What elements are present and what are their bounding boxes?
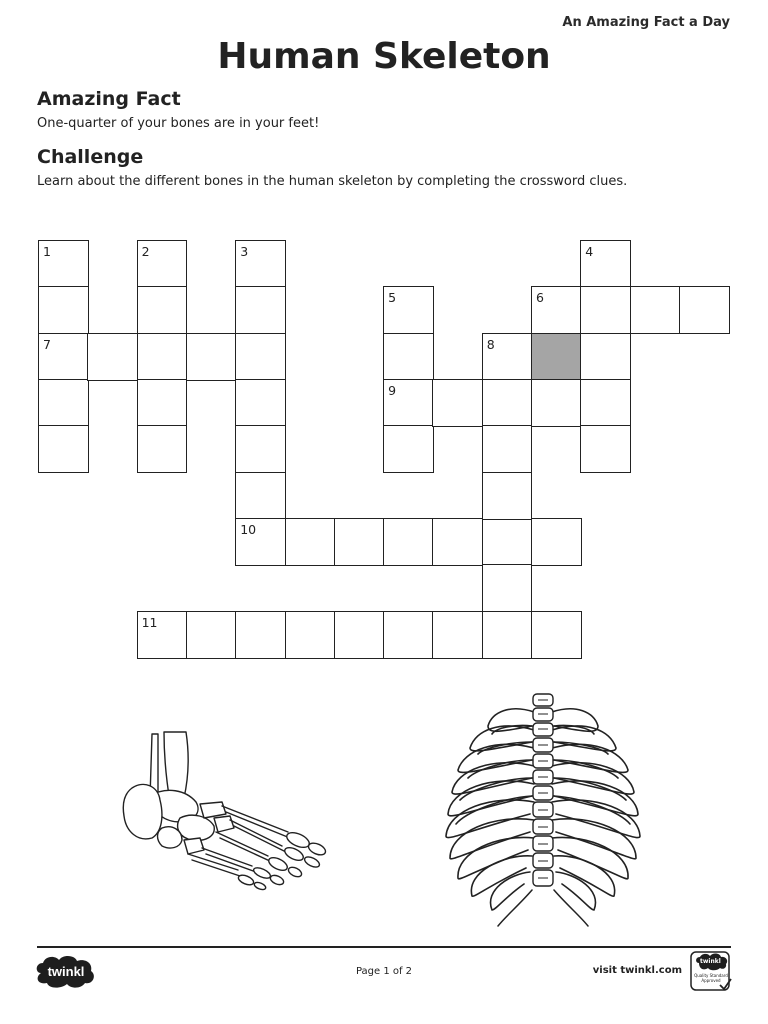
crossword-cell[interactable] — [235, 240, 286, 288]
challenge-heading: Challenge — [37, 146, 144, 168]
crossword-cell[interactable] — [235, 425, 286, 473]
clue-number: 2 — [141, 244, 150, 259]
crossword-cell[interactable] — [630, 286, 681, 334]
crossword-cell[interactable] — [235, 611, 286, 659]
challenge-text: Learn about the different bones in the human skeleton by completing the crossword clues. — [37, 174, 628, 189]
crossword-cell[interactable] — [482, 425, 533, 473]
crossword-cell[interactable] — [531, 379, 582, 427]
crossword-cell[interactable] — [137, 286, 188, 334]
crossword-cell[interactable] — [383, 518, 434, 566]
crossword-cell[interactable] — [383, 379, 434, 427]
crossword-cell[interactable] — [235, 379, 286, 427]
crossword-cell[interactable] — [482, 518, 533, 566]
clue-number: 4 — [585, 244, 594, 259]
crossword-cell[interactable] — [137, 611, 188, 659]
crossword-cell[interactable] — [38, 379, 89, 427]
badge-text-line3: Approved — [701, 978, 721, 983]
crossword-cell[interactable] — [383, 611, 434, 659]
clue-number: 9 — [388, 383, 397, 399]
crossword-cell[interactable] — [87, 333, 138, 381]
crossword-cell[interactable] — [137, 333, 188, 381]
crossword-cell[interactable] — [334, 518, 385, 566]
clue-number: 8 — [486, 336, 495, 352]
crossword-cell[interactable] — [580, 379, 631, 427]
crossword-cell[interactable] — [679, 286, 730, 334]
crossword-cell[interactable] — [137, 379, 188, 427]
logo-text: twinkl — [47, 964, 85, 979]
clue-number: 11 — [141, 614, 158, 630]
crossword-cell[interactable] — [38, 333, 89, 381]
crossword-cell[interactable] — [580, 240, 631, 288]
crossword-cell[interactable] — [531, 518, 582, 566]
crossword-cell[interactable] — [38, 240, 89, 288]
crossword-cell[interactable] — [482, 564, 533, 612]
crossword-cell[interactable] — [482, 472, 533, 520]
badge-logo-text: twinkl — [700, 958, 721, 965]
crossword-cell[interactable] — [186, 333, 237, 381]
footer-rule — [37, 946, 731, 948]
foot-skeleton-illustration — [118, 728, 333, 893]
clue-number: 5 — [388, 290, 397, 306]
clue-number: 6 — [536, 290, 544, 306]
fact-text: One-quarter of your bones are in your feet! — [37, 116, 320, 131]
crossword-cell[interactable] — [38, 425, 89, 473]
crossword-cell[interactable] — [334, 611, 385, 659]
crossword-cell[interactable] — [137, 425, 188, 473]
crossword-cell[interactable] — [482, 611, 533, 659]
clue-number: 10 — [240, 522, 257, 538]
crossword-cell[interactable] — [580, 286, 631, 334]
fact-heading: Amazing Fact — [37, 88, 181, 110]
page-title: Human Skeleton — [217, 36, 551, 77]
crossword-cell-shaded — [531, 333, 582, 381]
site-link[interactable]: visit twinkl.com — [592, 965, 682, 976]
clue-number: 3 — [240, 244, 249, 259]
crossword-cell[interactable] — [580, 425, 631, 473]
quality-standard-badge — [690, 951, 732, 993]
crossword-cell[interactable] — [186, 611, 237, 659]
badge-text-line2: Quality Standard — [694, 973, 728, 978]
crossword-cell[interactable] — [235, 286, 286, 334]
crossword-cell[interactable] — [383, 286, 434, 334]
crossword-cell[interactable] — [580, 333, 631, 381]
crossword-cell[interactable] — [38, 286, 89, 334]
crossword-cell[interactable] — [137, 240, 188, 288]
crossword-cell[interactable] — [235, 333, 286, 381]
crossword-cell[interactable] — [235, 472, 286, 520]
crossword-cell[interactable] — [482, 333, 533, 381]
crossword-cell[interactable] — [531, 286, 582, 334]
page-number: Page 1 of 2 — [355, 966, 413, 977]
crossword-cell[interactable] — [285, 611, 336, 659]
crossword-cell[interactable] — [482, 379, 533, 427]
crossword-cell[interactable] — [531, 611, 582, 659]
crossword-cell[interactable] — [235, 518, 286, 566]
series-label: An Amazing Fact a Day — [562, 15, 730, 30]
crossword-cell[interactable] — [432, 379, 483, 427]
crossword-cell[interactable] — [285, 518, 336, 566]
crossword-cell[interactable] — [383, 425, 434, 473]
clue-number: 1 — [43, 244, 51, 259]
ribcage-illustration — [440, 690, 646, 930]
crossword-cell[interactable] — [432, 611, 483, 659]
crossword-cell[interactable] — [432, 518, 483, 566]
clue-number: 7 — [43, 336, 51, 352]
crossword-cell[interactable] — [383, 333, 434, 381]
